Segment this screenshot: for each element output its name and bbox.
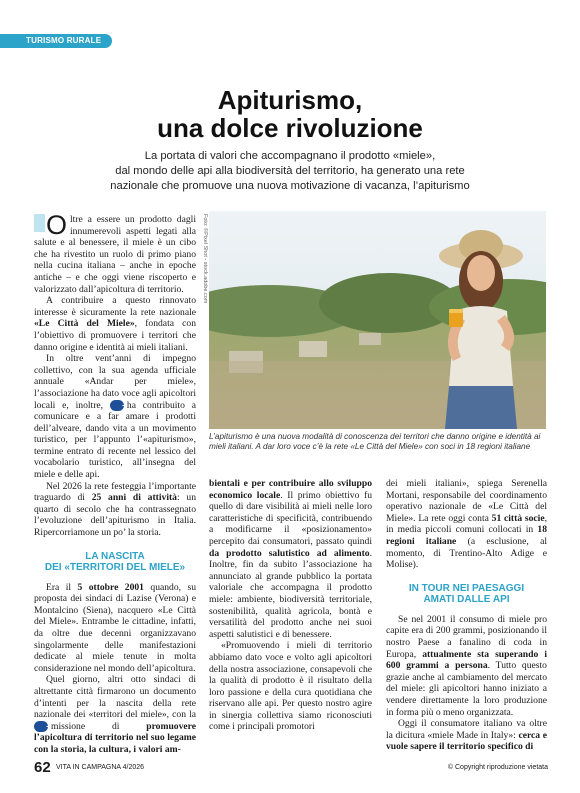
paragraph: bientali e per contribuire allo sviluppo economico locale. Il primo obiettivo fu quello di dare visibilità ai mieli nelle loro caratteristiche di specificità, contribuendo a modificarne il «posizionamento» percepito dai consumatori, passato quindi da prodotto salutistico ad alimento. Inoltre, fin da subito l’associazione ha annunciato al grande pubblico la portata valoriale che accompagna il prodotto miele: ambiente, biodiversità territoriale, sostenibilità, qualità agricola, bontà e versatilità del prodotto anche nei suoi aspetti salutistici e di benessere.	[209, 478, 373, 640]
paragraph: Era il 5 ottobre 2001 quando, su proposta dei sindaci di Lazise (Verona) e Montalcino (Siena), nacquero «Le Città del Miele». Entrambe le cittadine, infatti, da oltre due decenni organizzavano singolarmente delle manifestazioni dedicate al miele tenute in molta considerazione nel mondo dell’apicoltura.	[34, 581, 196, 674]
section-tag: TURISMO RURALE	[0, 34, 112, 48]
subtitle-line-2: dal mondo delle api alla biodiversità del territorio, ha generato una rete	[115, 165, 465, 178]
article-title-line1: Apiturismo,	[217, 85, 363, 115]
article-photo	[209, 211, 546, 429]
photo-woman-with-honey	[209, 211, 546, 429]
paragraph: dei mieli italiani», spiega Serenella Mortani, responsabile del coordinamento operativo nazionale de «Le Città del Miele». La rete oggi conta 51 città socie, in media piccoli comuni collocati in 18 regioni italiane (a esclusione, al momento, di Trentino-Alto Adige e Molise).	[386, 478, 547, 571]
paragraph-intro: Oltre a essere un prodotto dagli innumerevoli aspetti legati alla salute e al benessere, il miele è un cibo che ha rivestito un ruolo di primo piano nella cucina italiana – anche in epoche antiche – e che oggi viene riscoperto e valorizzato dall’apicoltura di territorio.	[34, 210, 196, 295]
arrow-right-icon: ➜	[34, 721, 48, 732]
paragraph: «Promuovendo i mieli di territorio abbiamo dato voce e volto agli apicoltori della nostra associazione, consapevoli che la qualità di prodotto è il risultato della loro passione e della cura quotidiana che riservano alle api. Per questo nostro agire in sinergia collettiva siamo riconosciuti come i principali promotori	[209, 640, 372, 733]
paragraph: A contribuire a questo rinnovato interesse è sicuramente la rete nazionale «Le Città del Miele», fondata con l’obiettivo di promuovere i territori che danno origine e identità ai mieli italiani.	[34, 295, 196, 353]
copyright-notice: © Copyright riproduzione vietata	[447, 764, 548, 771]
paragraph: Se nel 2001 il consumo di miele pro capite era di 200 grammi, posizionando il nostro Paese a fanalino di coda in Europa, attualmente sta superando i 600 grammi a persona. Tutto questo grazie anche al cambiamento del mercato del miele: gli apicoltori hanno iniziato a vendere direttamente la loro produzione in forma più o meno organizzata.	[386, 613, 547, 718]
photo-credit: Foto: ©Pixel Shot - stock.adobe.com	[202, 214, 208, 304]
page-number: 62	[34, 759, 51, 776]
article-title-line2: una dolce rivoluzione	[157, 113, 423, 143]
article-subtitle	[40, 149, 540, 195]
column-3	[386, 478, 547, 753]
magazine-issue: VITA IN CAMPAGNA 4/2026	[56, 764, 145, 771]
subtitle-line-1: La portata di valori che accompagnano il prodotto «miele»,	[144, 150, 436, 162]
column-1	[34, 210, 196, 756]
paragraph: Quel giorno, altri otto sindaci di altrettante città firmarono un documento d’intenti per la nascita della rete nazionale dei «territori del miele», con la ➜missione di promuovere l’apicoltura di territorio nel suo legame con la storia, la cultura, i valori am-	[34, 674, 196, 755]
arrow-right-icon: ➜	[110, 400, 124, 411]
paragraph: In oltre vent’anni di impegno collettivo, con la sua agenda ufficiale annuale «Andar per miele», l’associazione ha dato voce agli apicoltori locali e, inoltre, ➜ha contribuito a comunicare e a far amare i prodotti dell’alveare, dando vita a un movimento turistico, per l’appunto l’«apiturismo», termine entrato di recente nel lessico del vocabolario turistico, all’insegna del miele e delle api.	[34, 353, 196, 481]
section-heading-nascita: LA NASCITA DEI «TERRITORI DEL MIELE»	[44, 550, 186, 573]
drop-cap: O	[34, 214, 67, 236]
column-2	[209, 478, 372, 733]
subtitle-line-3: nazionale che promuove una nuova motivazione di vacanza, l’apiturismo	[110, 180, 470, 193]
paragraph: Oggi il consumatore italiano va oltre la dicitura «miele Made in Italy»: cerca e vuole sapere il territorio specifico di	[386, 718, 547, 753]
section-heading-tour: IN TOUR NEI PAESAGGI AMATI DALLE API	[408, 582, 525, 605]
photo-caption: L’apiturismo è una nuova modalità di conoscenza dei territori che danno origine e identità ai mieli italiani. A dar loro voce c’è la rete «Le Città del Miele» con soci in 18 regioni italiane	[209, 432, 541, 451]
drop-cap-box	[34, 214, 45, 232]
paragraph: Nel 2026 la rete festeggia l’importante traguardo di 25 anni di attività: un quarto di secolo che ha contrassegnato l’evoluzione dell’apiturismo in Italia. Ripercorriamone un po’ la storia.	[34, 480, 196, 539]
